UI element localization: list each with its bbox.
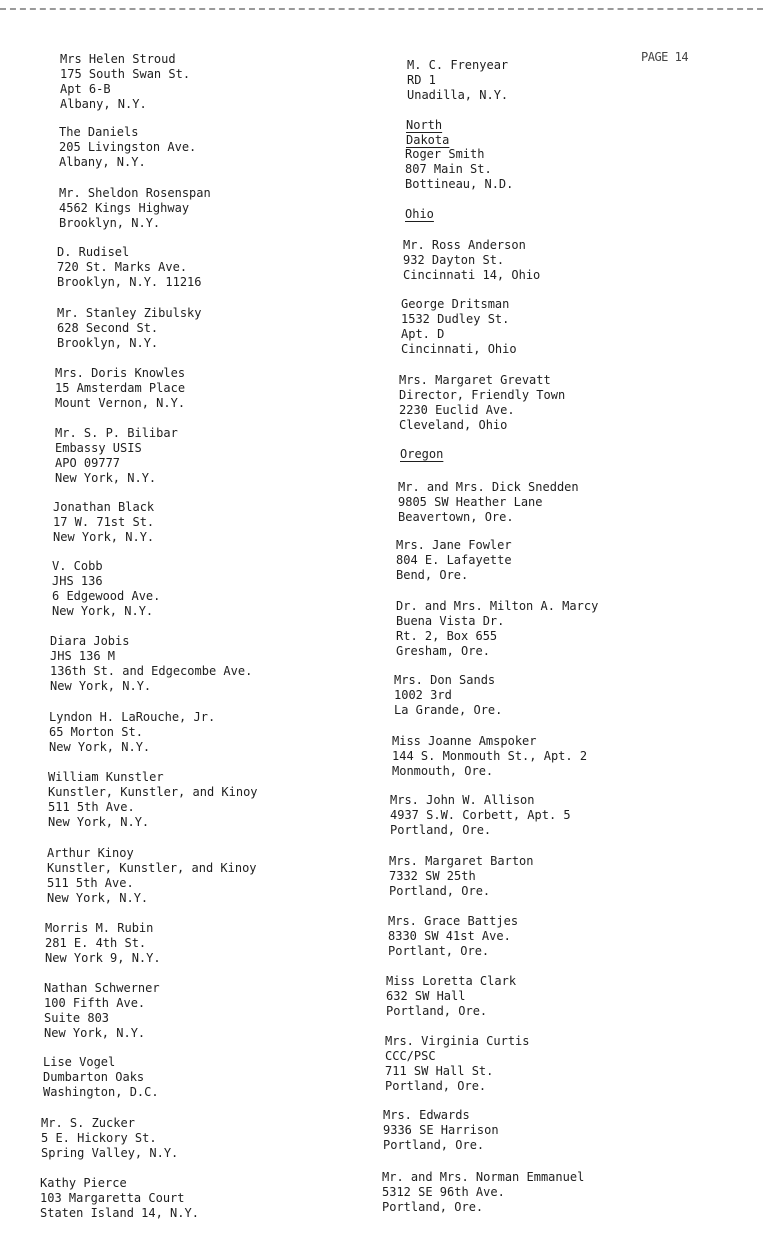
state-heading-oregon: Oregon — [400, 447, 444, 461]
address-line: Lyndon H. LaRouche, Jr. — [49, 710, 216, 724]
address-line: Cincinnati 14, Ohio — [403, 268, 541, 282]
address-line: Albany, N.Y. — [60, 97, 147, 111]
address-line: 175 South Swan St. — [60, 67, 191, 81]
address-line: Mr. Sheldon Rosenspan — [59, 186, 211, 200]
address-line: Mrs. Doris Knowles — [55, 366, 186, 380]
address-line: Morris M. Rubin — [45, 921, 154, 935]
address-line: 17 W. 71st St. — [53, 515, 155, 529]
address-line: Mrs. Don Sands — [394, 673, 496, 687]
address-line: Mr. and Mrs. Dick Snedden — [398, 480, 579, 494]
address-line: Mr. and Mrs. Norman Emmanuel — [382, 1170, 585, 1184]
address-line: New York, N.Y. — [47, 891, 149, 905]
address-line: 511 5th Ave. — [47, 876, 134, 890]
address-line: Mr. S. P. Bilibar — [55, 426, 178, 440]
address-line: 804 E. Lafayette — [396, 553, 512, 567]
address-line: 720 St. Marks Ave. — [57, 260, 188, 274]
address-line: 1002 3rd — [394, 688, 452, 702]
address-line: 4937 S.W. Corbett, Apt. 5 — [390, 808, 571, 822]
address-line: Apt 6-B — [60, 82, 111, 96]
address-line: Mrs. John W. Allison — [390, 793, 535, 807]
address-line: 628 Second St. — [57, 321, 159, 335]
address-line: Director, Friendly Town — [399, 388, 566, 402]
address-entry — [389, 854, 534, 899]
address-line: Jonathan Black — [53, 500, 155, 514]
address-line: Mr. Ross Anderson — [403, 238, 526, 252]
address-line: 7332 SW 25th — [389, 869, 476, 883]
address-line: New York, N.Y. — [52, 604, 154, 618]
address-line: George Dritsman — [401, 297, 510, 311]
address-entry — [388, 914, 518, 959]
address-line: New York, N.Y. — [44, 1026, 146, 1040]
address-line: Staten Island 14, N.Y. — [40, 1206, 199, 1220]
address-line: Portlant, Ore. — [388, 944, 490, 958]
address-line: Spring Valley, N.Y. — [41, 1146, 179, 1160]
address-line: V. Cobb — [52, 559, 103, 573]
address-line: Unadilla, N.Y. — [407, 88, 509, 102]
address-line: RD 1 — [407, 73, 436, 87]
address-line: New York, N.Y. — [53, 530, 155, 544]
address-line: 9336 SE Harrison — [383, 1123, 499, 1137]
address-line: Kunstler, Kunstler, and Kinoy — [47, 861, 257, 875]
address-line: Dumbarton Oaks — [43, 1070, 145, 1084]
address-entry — [386, 974, 516, 1019]
address-entry — [396, 538, 512, 583]
address-line: Roger Smith — [405, 147, 485, 161]
address-entry — [383, 1108, 499, 1153]
address-line: Mrs. Virginia Curtis — [385, 1034, 530, 1048]
address-line: Brooklyn, N.Y. 11216 — [57, 275, 202, 289]
address-line: Washington, D.C. — [43, 1085, 159, 1099]
address-line: 205 Livingston Ave. — [59, 140, 197, 154]
address-line: 807 Main St. — [405, 162, 492, 176]
address-line: Bend, Ore. — [396, 568, 469, 582]
address-line: 511 5th Ave. — [48, 800, 135, 814]
address-line: CCC/PSC — [385, 1049, 436, 1063]
address-line: Portland, Ore. — [383, 1138, 485, 1152]
address-line: 8330 SW 41st Ave. — [388, 929, 511, 943]
address-line: Lise Vogel — [43, 1055, 116, 1069]
address-line: Bottineau, N.D. — [405, 177, 514, 191]
address-line: 6 Edgewood Ave. — [52, 589, 161, 603]
address-line: La Grande, Ore. — [394, 703, 503, 717]
address-line: New York, N.Y. — [55, 471, 157, 485]
address-line: Mrs. Edwards — [383, 1108, 470, 1122]
address-line: 103 Margaretta Court — [40, 1191, 185, 1205]
address-entry — [390, 793, 571, 838]
address-line: Gresham, Ore. — [396, 644, 490, 658]
address-line: New York, N.Y. — [49, 740, 151, 754]
address-line: 136th St. and Edgecombe Ave. — [50, 664, 253, 678]
address-entry — [403, 238, 540, 283]
address-line: 711 SW Hall St. — [385, 1064, 494, 1078]
address-line: Brooklyn, N.Y. — [57, 336, 159, 350]
address-line: Portland, Ore. — [390, 823, 492, 837]
address-line: APO 09777 — [55, 456, 121, 470]
address-line: New York, N.Y. — [48, 815, 150, 829]
address-line: 281 E. 4th St. — [45, 936, 147, 950]
address-line: Miss Loretta Clark — [386, 974, 517, 988]
address-entry — [399, 373, 565, 433]
address-line: M. C. Frenyear — [407, 58, 509, 72]
address-line: 65 Morton St. — [49, 725, 143, 739]
address-line: 632 SW Hall — [386, 989, 466, 1003]
address-line: Dr. and Mrs. Milton A. Marcy — [396, 599, 599, 613]
address-line: Portland, Ore. — [385, 1079, 487, 1093]
address-entry — [398, 480, 579, 525]
address-line: D. Rudisel — [57, 245, 130, 259]
address-line: Suite 803 — [44, 1011, 110, 1025]
address-line: Mrs. Grace Battjes — [388, 914, 519, 928]
address-line: Kunstler, Kunstler, and Kinoy — [48, 785, 258, 799]
address-line: Albany, N.Y. — [59, 155, 146, 169]
address-line: Rt. 2, Box 655 — [396, 629, 498, 643]
address-line: Arthur Kinoy — [47, 846, 134, 860]
address-line: JHS 136 — [52, 574, 103, 588]
address-line: Kathy Pierce — [40, 1176, 127, 1190]
address-line: 144 S. Monmouth St., Apt. 2 — [392, 749, 588, 763]
address-line: William Kunstler — [48, 770, 164, 784]
address-line: 9805 SW Heather Lane — [398, 495, 543, 509]
address-line: Apt. D — [401, 327, 445, 341]
address-entry — [401, 297, 517, 357]
address-line: Mrs. Margaret Grevatt — [399, 373, 551, 387]
address-line: 15 Amsterdam Place — [55, 381, 186, 395]
address-line: Monmouth, Ore. — [392, 764, 494, 778]
address-line: Portland, Ore. — [389, 884, 491, 898]
address-line: Brooklyn, N.Y. — [59, 216, 161, 230]
address-line: Cleveland, Ohio — [399, 418, 508, 432]
page-number: PAGE 14 — [641, 50, 689, 64]
address-line: Portland, Ore. — [382, 1200, 484, 1214]
address-line: Cincinnati, Ohio — [401, 342, 517, 356]
address-line: Mrs. Jane Fowler — [396, 538, 512, 552]
address-line: 1532 Dudley St. — [401, 312, 510, 326]
address-line: The Daniels — [59, 125, 139, 139]
address-entry — [405, 147, 513, 192]
address-line: 932 Dayton St. — [403, 253, 505, 267]
address-line: Mr. Stanley Zibulsky — [57, 306, 202, 320]
address-line: Embassy USIS — [55, 441, 142, 455]
state-heading-ohio: Ohio — [405, 207, 434, 221]
address-line: Mr. S. Zucker — [41, 1116, 135, 1130]
address-entry — [396, 599, 598, 659]
address-line: Nathan Schwerner — [44, 981, 160, 995]
address-entry — [382, 1170, 584, 1215]
address-entry — [394, 673, 502, 718]
address-line: Portland, Ore. — [386, 1004, 488, 1018]
address-entry — [407, 58, 508, 103]
address-line: Diara Jobis — [50, 634, 130, 648]
address-line: Beavertown, Ore. — [398, 510, 514, 524]
address-line: 2230 Euclid Ave. — [399, 403, 515, 417]
address-line: Miss Joanne Amspoker — [392, 734, 537, 748]
address-line: New York, N.Y. — [50, 679, 152, 693]
address-line: 100 Fifth Ave. — [44, 996, 146, 1010]
address-line: New York 9, N.Y. — [45, 951, 161, 965]
address-line: JHS 136 M — [50, 649, 116, 663]
address-entry — [385, 1034, 530, 1094]
address-line: 5 E. Hickory St. — [41, 1131, 157, 1145]
address-line: Mount Vernon, N.Y. — [55, 396, 186, 410]
address-entry — [392, 734, 587, 779]
address-line: Mrs Helen Stroud — [60, 52, 176, 66]
address-line: 5312 SE 96th Ave. — [382, 1185, 505, 1199]
address-line: Mrs. Margaret Barton — [389, 854, 534, 868]
address-line: Buena Vista Dr. — [396, 614, 505, 628]
address-line: 4562 Kings Highway — [59, 201, 190, 215]
state-heading-north-dakota: North Dakota — [406, 118, 450, 147]
